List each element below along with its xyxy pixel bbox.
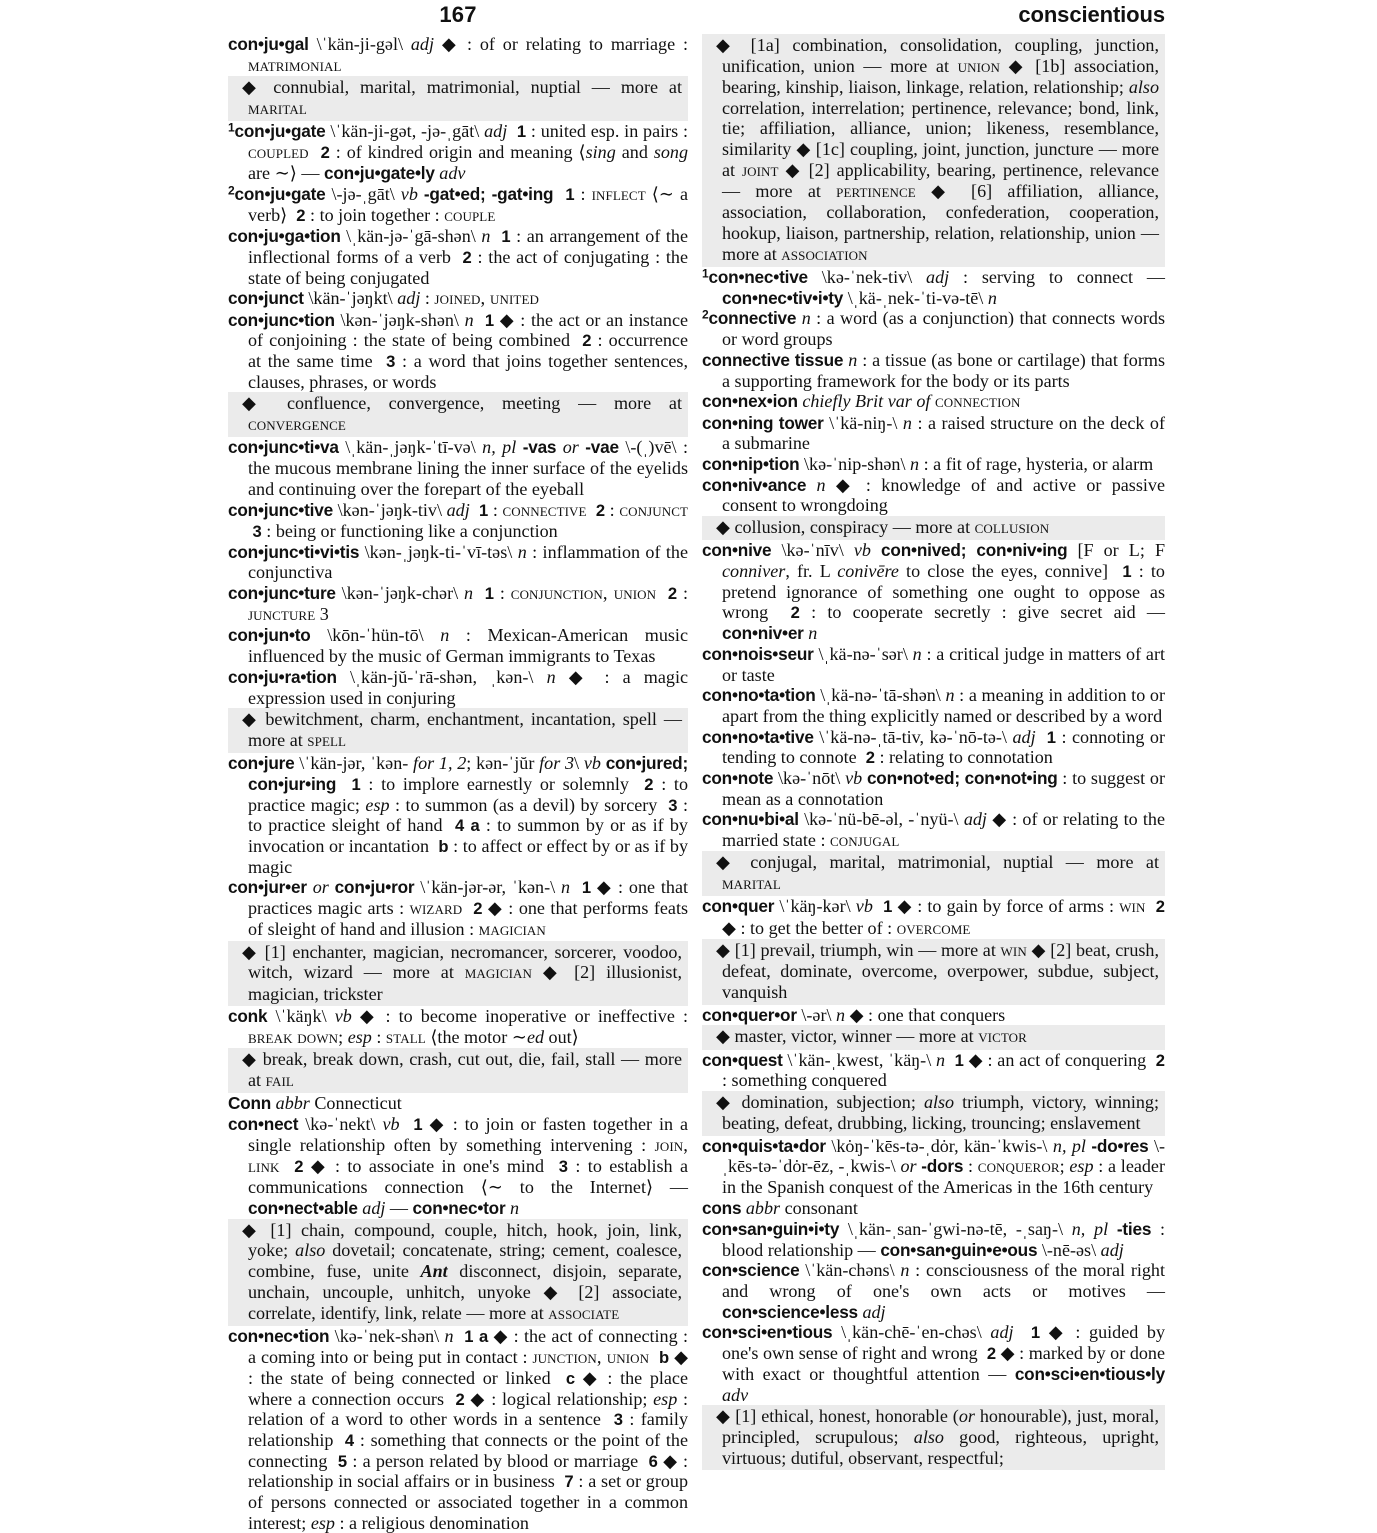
dictionary-entry-conjunction: con•junc•tion \kən-ˈjəŋk-shən\ n 1 ◆ : the act or an instance of conjoining : the state of being combined 2 : occurrence at the same time 3 : a word that joins together sentences, clauses, phrases, or words — [228, 309, 689, 392]
dictionary-entry-conscientious: con•sci•en•tious \ˌkän-chē-ˈen-chəs\ adj 1 ◆ : guided by one's own sense of right and wrong 2 ◆ : marked by or done with exact or thoughtful attention — con•sci•en•tious•ly adv — [702, 1322, 1166, 1405]
page-number: 167 — [439, 2, 477, 27]
left-column — [228, 34, 688, 1533]
dictionary-entry-connoisseur: con•nois•seur \ˌkä-nə-ˈsər\ n : a critical judge in matters of art or taste — [702, 643, 1165, 685]
synonym-block-conjunction-synonyms: ◆ confluence, convergence, meeting — more at convergence — [228, 392, 688, 437]
dictionary-entry-conjunto: con•jun•to \kōn-ˈhün-tō\ n : Mexican-American music influenced by the music of German immigrants to Texas — [228, 625, 688, 667]
synonym-block-connection-synonyms: ◆ [1a] combination, consolidation, coupling, junction, unification, union — more at union ◆ [1b] association, bearing, kinship, liaison, linkage, relation, relationship; also correlation, interrelation; pertinence, relevance; bond, link, tie; affiliation, alliance, union; likeness, resemblance, similarity ◆ [1c] coupling, joint, junction, juncture — more at joint ◆ [2] applicability, bearing, pertinence, relevance — more at pertinence ◆ [6] affiliation, alliance, association, collaboration, confederation, cooperation, hookup, liaison, partnership, relation, relationship, union — more at association — [702, 34, 1165, 267]
dictionary-entry-conjuncture: con•junc•ture \kən-ˈjəŋk-chər\ n 1 : conjunction, union 2 : juncture 3 — [228, 582, 689, 626]
dictionary-entry-connect: con•nect \kə-ˈnekt\ vb 1 ◆ : to join or fasten together in a single relationship often by something intervening : join, link 2 ◆ : to associate in one's mind 3 : to establish a communications connection ⟨∼ to the Internet⟩ — con•nect•able adj — con•nec•tor n — [228, 1114, 688, 1219]
dictionary-entry-connivance: con•niv•ance n ◆ : knowledge of and active or passive consent to wrongdoing — [702, 474, 1165, 516]
dictionary-entry-connective-1: $^1$con•nec•tive \kə-ˈnek-tiv\ adj : serving to connect — con•nec•tiv•i•ty \ˌkä-ˌnek-ˈti-və-tē\ n — [702, 266, 1165, 308]
dictionary-entry-conniption: con•nip•tion \kə-ˈnip-shən\ n : a fit of rage, hysteria, or alarm — [702, 453, 1154, 474]
dictionary-entry-conquer: con•quer \ˈkäŋ-kər\ vb 1 ◆ : to gain by force of arms : win 2 ◆ : to get the better of : overcome — [702, 896, 1166, 939]
dictionary-entry-connotative: con•no•ta•tive \ˈkä-nə-ˌtā-tiv, kə-ˈnō-tə-\ adj 1 : connoting or tending to connote 2 : relating to connotation — [702, 726, 1165, 768]
synonym-block-connubial-synonyms: ◆ conjugal, marital, matrimonial, nuptial — more at marital — [702, 851, 1165, 896]
guide-word: conscientious — [1018, 2, 1165, 27]
synonym-block-conquer-synonyms: ◆ [1] prevail, triumph, win — more at win ◆ [2] beat, crush, defeat, dominate, overcome, overpower, subdue, subject, vanquish — [702, 939, 1165, 1005]
right-column — [702, 34, 1165, 1470]
dictionary-entry-connotation: con•no•ta•tion \ˌkä-nə-ˈtā-shən\ n : a meaning in addition to or apart from the thing explicitly named or described by a word — [702, 685, 1165, 726]
dictionary-entry-conk: conk \ˈkäŋk\ vb ◆ : to become inoperative or ineffective : break down; esp : stall ⟨the motor ∼ed out⟩ — [228, 1006, 688, 1049]
dictionary-entry-conjugal: con•ju•gal \ˈkän-ji-gəl\ adj ◆ : of or relating to marriage : matrimonial — [228, 34, 688, 76]
dictionary-entry-conquest: con•quest \ˈkän-ˌkwest, ˈkäŋ-\ n 1 ◆ : an act of conquering 2 : something conquered — [702, 1049, 1165, 1091]
dictionary-entry-consanguinity: con•san•guin•i•ty \ˌkän-ˌsan-ˈgwi-nə-tē, -ˌsaŋ-\ n, pl -ties : blood relationship — con•san•guin•e•ous \-nē-əs\ adj — [702, 1218, 1165, 1260]
synonym-block-conjuration-synonyms: ◆ bewitchment, charm, enchantment, incantation, spell — more at spell — [228, 708, 688, 753]
dictionary-entry-Conn-abbr: Conn abbr Connecticut — [228, 1093, 402, 1114]
synonym-block-connivance-synonyms: ◆ collusion, conspiracy — more at collusion — [702, 516, 1165, 540]
dictionary-entry-connexion: con•nex•ion chiefly Brit var of connection — [702, 391, 1021, 413]
synonym-block-conquest-synonyms: ◆ domination, subjection; also triumph, victory, winning; beating, defeat, drubbing, licking, trouncing; enslavement — [702, 1091, 1165, 1135]
dictionary-entry-conjunctive: con•junc•tive \kən-ˈjəŋk-tiv\ adj 1 : connective 2 : conjunct 3 : being or functioning like a conjunction — [228, 499, 689, 541]
dictionary-entry-connective-tissue: connective tissue n : a tissue (as bone or cartilage) that forms a supporting framework for the body or its parts — [702, 349, 1165, 391]
synonym-block-conscientious-synonyms: ◆ [1] ethical, honest, honorable (or honourable), just, moral, principled, scrupulous; also good, righteous, upright, virtuous; dutiful, observant, respectful; — [702, 1405, 1165, 1470]
dictionary-entry-connubial: con•nu•bi•al \kə-ˈnü-bē-əl, -ˈnyü-\ adj ◆ : of or relating to the married state : conjugal — [702, 809, 1165, 852]
synonym-block-conk-synonyms: ◆ break, break down, crash, cut out, die, fail, stall — more at fail — [228, 1048, 688, 1093]
dictionary-entry-connective-2: $^2$connective n : a word (as a conjunction) that connects words or word groups — [702, 308, 1165, 350]
dictionary-entry-conquistador: con•quis•ta•dor \kȯŋ-ˈkēs-tə-ˌdȯr, kän-ˈkwis-\ n, pl -do•res \-ˌkēs-tə-ˈdȯr-ēz, -ˌkwis-\ or -dors : conqueror; esp : a leader in the Spanish conquest of the Americas in the 16th century — [702, 1135, 1166, 1198]
synonym-block-conjugal-synonyms: ◆ connubial, marital, matrimonial, nuptial — more at marital — [228, 76, 688, 121]
dictionary-entry-conjunctivitis: con•junc•ti•vi•tis \kən-ˌjəŋk-ti-ˈvī-təs\ n : inflammation of the conjunctiva — [228, 541, 688, 583]
synonym-block-conqueror-synonyms: ◆ master, victor, winner — more at victor — [702, 1025, 1165, 1049]
dictionary-entry-conning-tower: con•ning tower \ˈkä-niŋ-\ n : a raised structure on the deck of a submarine — [702, 412, 1165, 454]
dictionary-entry-conqueror: con•quer•or \-ər\ n ◆ : one that conquers — [702, 1004, 1006, 1025]
dictionary-entry-connote: con•note \kə-ˈnōt\ vb con•not•ed; con•not•ing : to suggest or mean as a connotation — [702, 768, 1166, 809]
dictionary-entry-conjunctiva: con•junc•ti•va \ˌkän-ˌjəŋk-ˈtī-və\ n, pl -vas or -vae \-(ˌ)vē\ : the mucous membrane lining the inner surface of the eyelids and continuing over the forepart of the eyeball — [228, 437, 689, 499]
dictionary-entry-connection: con•nec•tion \kə-ˈnek-shən\ n 1 a ◆ : the act of connecting : a coming into or being put in contact : junction, union b ◆ : the state of being connected or linked c ◆ : the place where a connection occurs 2 ◆ : logical relationship; esp : relation of a word to other words in a sentence 3 : family relationship 4 : something that connects or the point of the connecting 5 : a person related by blood or marriage 6 ◆ : relationship in social affairs or in business 7 : a set or group of persons connected or associated together in a common interest; esp : a religious denomination — [228, 1325, 689, 1533]
dictionary-entry-conjugation: con•ju•ga•tion \ˌkän-jə-ˈgā-shən\ n 1 : an arrangement of the inflectional forms of a verb 2 : the act of conjugating : the state of being conjugated — [228, 226, 688, 288]
synonym-block-conjurer-synonyms: ◆ [1] enchanter, magician, necromancer, sorcerer, voodoo, witch, wizard — more at magician ◆ [2] illusionist, magician, trickster — [228, 941, 688, 1007]
dictionary-entry-conjunct: con•junct \kän-ˈjəŋkt\ adj : joined, united — [228, 288, 539, 310]
dictionary-entry-conjugate-1: $^1$con•ju•gate \ˈkän-ji-gət, -jə-ˌgāt\ adj 1 : united esp. in pairs : coupled 2 : of kindred origin and meaning ⟨sing and song are ∼⟩ — con•ju•gate•ly adv — [228, 120, 689, 183]
dictionary-entry-conscience: con•science \ˈkän-chəns\ n : consciousness of the moral right and wrong of one's own acts or motives — con•science•less adj — [702, 1260, 1165, 1322]
dictionary-entry-cons-abbr: cons abbr consonant — [702, 1198, 858, 1219]
running-head — [0, 0, 1377, 34]
dictionary-entry-conjugate-2: $^2$con•ju•gate \-jə-ˌgāt\ vb -gat•ed; -gat•ing 1 : inflect ⟨∼ a verb⟩ 2 : to join together : couple — [228, 183, 688, 226]
synonym-block-connect-synonyms: ◆ [1] chain, compound, couple, hitch, hook, join, link, yoke; also dovetail; concatenate, string; cement, coalesce, combine, fuse, unite Ant disconnect, disjoin, separate, unchain, uncouple, unhitch, unyoke ◆ [2] associate, correlate, identify, link, relate — more at associate — [228, 1219, 688, 1326]
dictionary-entry-conjure: con•jure \ˈkän-jər, ˈkən- for 1, 2; kən-ˈjŭr for 3\ vb con•jured; con•jur•ing 1 : to implore earnestly or solemnly 2 : to practice magic; esp : to summon (as a devil) by sorcery 3 : to practice sleight of hand 4 a : to summon by or as if by invocation or incantation b : to affect or effect by or as if by magic — [228, 753, 689, 877]
dictionary-entry-connive: con•nive \kə-ˈnīv\ vb con•nived; con•niv•ing [F or L; F conniver, fr. L conivēre to close the eyes, connive] 1 : to pretend ignorance of something one ought to oppose as wrong 2 : to cooperate secretly : give secret aid — con•niv•er n — [702, 540, 1166, 644]
dictionary-entry-conjuration: con•ju•ra•tion \ˌkän-jŭ-ˈrā-shən, ˌkən-\ n ◆ : a magic expression used in conjuring — [228, 666, 689, 708]
dictionary-entry-conjurer: con•jur•er or con•ju•ror \ˈkän-jər-ər, ˈkən-\ n 1 ◆ : one that practices magic arts : wizard 2 ◆ : one that performs feats of sleight of hand and illusion : magician — [228, 877, 689, 941]
